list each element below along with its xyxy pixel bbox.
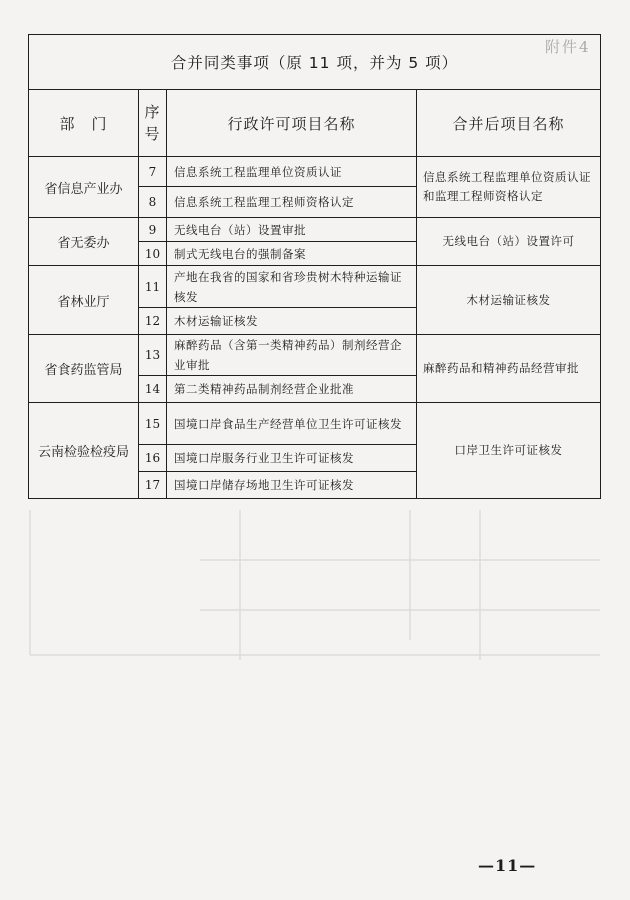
item-cell: 无线电台（站）设置审批 (167, 218, 417, 242)
item-cell: 制式无线电台的强制备案 (167, 242, 417, 266)
item-cell: 信息系统工程监理单位资质认证 (167, 157, 417, 187)
seq-cell: 7 (139, 157, 167, 187)
seq-cell: 12 (139, 308, 167, 335)
seq-cell: 15 (139, 403, 167, 445)
item-cell: 麻醉药品（含第一类精神药品）制剂经营企业审批 (167, 335, 417, 376)
seq-cell: 9 (139, 218, 167, 242)
dept-cell: 省信息产业办 (29, 157, 139, 218)
item-cell: 木材运输证核发 (167, 308, 417, 335)
merged-cell: 麻醉药品和精神药品经营审批 (417, 335, 601, 403)
header-seq (139, 90, 167, 157)
seq-cell: 17 (139, 472, 167, 499)
seq-cell: 13 (139, 335, 167, 376)
merged-cell: 木材运输证核发 (417, 266, 601, 335)
item-cell: 国境口岸食品生产经营单位卫生许可证核发 (167, 403, 417, 445)
item-cell: 国境口岸储存场地卫生许可证核发 (167, 472, 417, 499)
title-row (29, 35, 601, 90)
seq-cell: 8 (139, 187, 167, 218)
merged-cell: 无线电台（站）设置许可 (417, 218, 601, 266)
table-row (29, 157, 601, 187)
dept-cell: 省食药监管局 (29, 335, 139, 403)
attachment-label: 附件4 (545, 38, 591, 56)
merged-cell: 信息系统工程监理单位资质认证和监理工程师资格认定 (417, 157, 601, 218)
item-cell: 第二类精神药品制剂经营企业批准 (167, 376, 417, 403)
table-row (29, 335, 601, 376)
seq-cell: 10 (139, 242, 167, 266)
header-item: 行政许可项目名称 (167, 90, 417, 157)
header-dept: 部 门 (29, 90, 139, 157)
table-row (29, 218, 601, 242)
merged-items-table (28, 34, 601, 499)
item-cell: 产地在我省的国家和省珍贵树木特种运输证核发 (167, 266, 417, 308)
item-cell: 信息系统工程监理工程师资格认定 (167, 187, 417, 218)
dept-cell: 省林业厅 (29, 266, 139, 335)
seq-cell: 16 (139, 445, 167, 472)
dept-cell: 省无委办 (29, 218, 139, 266)
seq-cell: 11 (139, 266, 167, 308)
item-cell: 国境口岸服务行业卫生许可证核发 (167, 445, 417, 472)
header-row (29, 90, 601, 157)
table-row (29, 403, 601, 445)
dept-cell: 云南检验检疫局 (29, 403, 139, 499)
header-seq-text: 序号 (144, 103, 161, 143)
merged-cell: 口岸卫生许可证核发 (417, 403, 601, 499)
header-merged: 合并后项目名称 (417, 90, 601, 157)
seq-cell: 14 (139, 376, 167, 403)
table-row (29, 266, 601, 308)
page-number: —11— (478, 856, 537, 875)
table-title: 合并同类事项（原 11 项，并为 5 项） (29, 35, 601, 90)
